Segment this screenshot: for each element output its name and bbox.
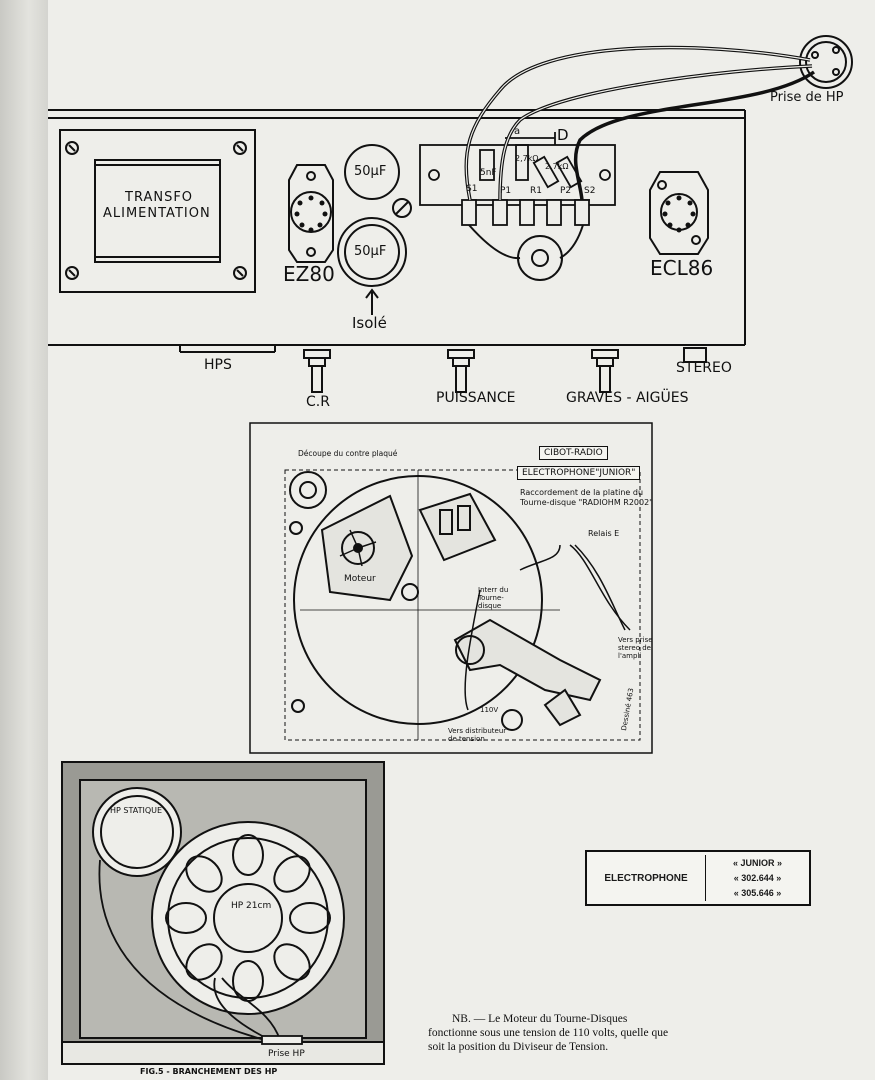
model-junior: « JUNIOR » [732,857,783,868]
board-r1: R1 [530,186,542,196]
ecl86-socket [650,172,708,254]
board-a: a [514,126,521,137]
signature-label: Dessiné 463 [620,687,636,732]
figure-caption: FIG.5 - BRANCHEMENT DES HP [140,1067,278,1076]
ez80-pins [295,196,328,233]
transfo-label-1: TRANSFO [125,190,194,205]
hp-21cm-label: HP 21cm [231,901,272,911]
model-305646: « 305.646 » [733,888,782,899]
model-302644: « 302.644 » [733,872,782,883]
board-lugs [462,200,589,225]
interrupteur-label: Interr du Tourne-disque [478,586,509,610]
prise-stereo-label: Vers prise stereo de l'ampli [618,636,653,660]
prise-hp-speaker-label: Prise HP [268,1049,305,1059]
control-puissance: PUISSANCE [436,390,516,406]
hp-statique [93,788,181,876]
hps-label: HPS [204,357,232,373]
distributeur-label: Vers distributeur de tension [448,727,507,743]
electrophone-label: ELECTROPHONE [604,872,688,884]
relais-label: Relais E [588,529,620,538]
control-cr: C.R [306,394,330,410]
volts-label: 110V [480,706,499,714]
prise-hp-label: Prise de HP [770,90,844,105]
board-p2: P2 [560,186,572,196]
cap-bottom-label: 50µF [354,244,387,259]
transfo-label-2: ALIMENTATION [103,206,211,221]
board-s2: S2 [584,186,596,196]
board-r3: 2,7kΩ [545,162,569,171]
hp-21cm [152,822,344,1014]
platine-title-1: CIBOT-RADIO [539,446,608,460]
moteur-label: Moteur [344,574,376,584]
control-graves-aigues: GRAVES - AIGÜES [566,390,689,406]
board-5nf: 5nF [480,168,497,178]
platine-caption-2: Tourne-disque "RADIOHM R2002" [520,498,653,507]
isole-label: Isolé [352,314,387,332]
ez80-label: EZ80 [283,262,335,286]
ecl86-label: ECL86 [650,256,714,280]
electrophone-box [585,850,811,906]
front-controls [180,345,706,392]
hp-statique-label: HP STATIQUE [110,806,163,815]
small-socket [469,225,583,280]
switch-block [420,494,495,560]
hp-connector [800,36,852,88]
cap-top-label: 50µF [354,164,387,179]
decoupe-label: Découpe du contre plaqué [298,449,398,458]
motor-note [428,1012,678,1054]
board-p1: P1 [500,186,512,196]
board-s1: S1 [466,184,478,194]
hp-cables [466,48,814,200]
electrophone-models [705,855,809,901]
motor [322,496,412,600]
motor-note-text: NB. — Le Moteur du Tourne-Disques fonctionne sous une tension de 110 volts, quelle que soit la position du Diviseur de Tension. [428,1013,669,1053]
platine-title-2: ELECTROPHONE"JUNIOR" [517,466,640,480]
control-stereo: STEREO [676,360,732,376]
platine-caption-1: Raccordement de la platine du [520,488,644,497]
board-r2: 2,7kΩ [515,154,539,163]
board-d: D [557,126,569,144]
